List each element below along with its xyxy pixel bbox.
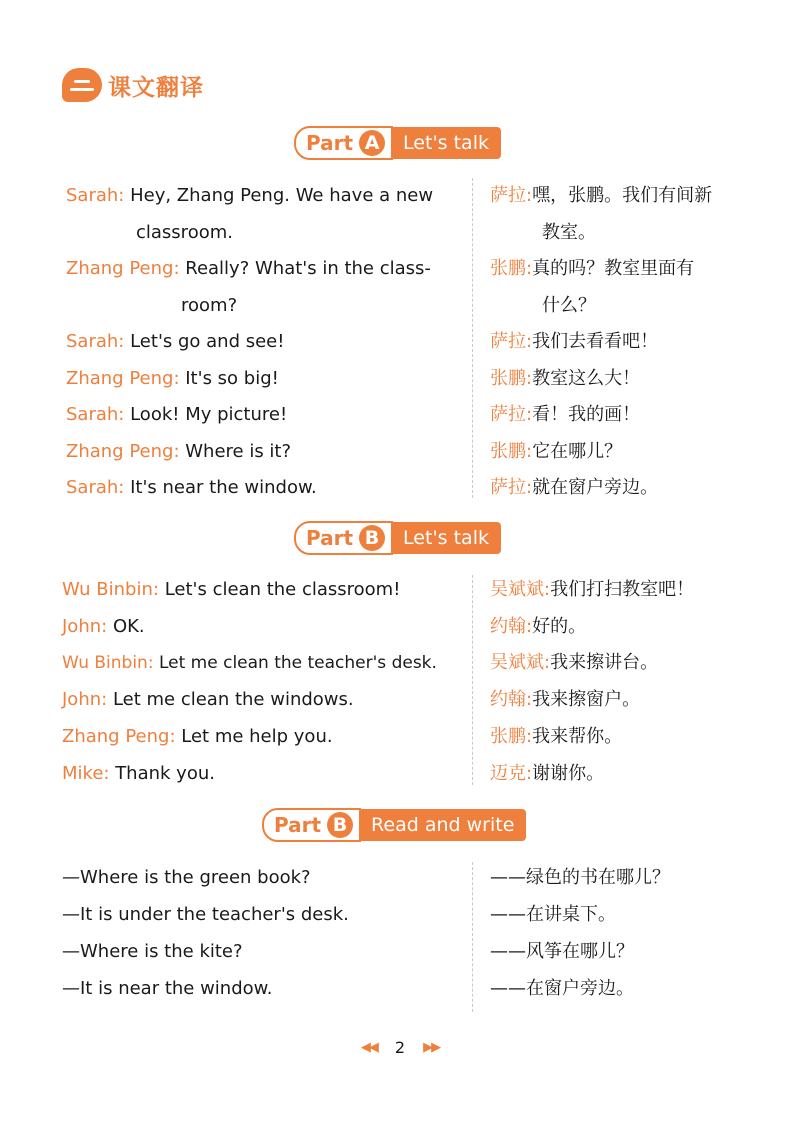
translation-line [490, 651, 658, 675]
heading-badge-icon [62, 68, 102, 102]
page-number: 2 [394, 1038, 406, 1057]
translation-text: 就在窗户旁边。 [532, 477, 659, 498]
speaker-name: 约翰: [490, 616, 533, 637]
translation-text: 教室这么大！ [532, 368, 641, 389]
translation-text: 教室。 [542, 222, 596, 243]
banner-letter: A [359, 130, 385, 156]
speaker-name: Wu Binbin: [62, 653, 154, 673]
reading-line: —Where is the green book? [62, 867, 311, 888]
column-divider [472, 862, 473, 1012]
translation-line [490, 725, 622, 749]
dialogue-text: Let's clean the classroom! [164, 579, 401, 600]
speaker-name: 约翰: [490, 689, 533, 710]
section-banner-b-read [262, 808, 526, 842]
dialogue-line [66, 184, 433, 208]
dialogue-text: Let me help you. [181, 726, 333, 747]
page-title: 课文翻译 [108, 74, 204, 101]
speaker-name: Sarah: [66, 331, 125, 352]
translation-text: 它在哪儿？ [532, 441, 623, 462]
translation-text: 嘿，张鹏。我们有间新 [532, 185, 713, 206]
translation-line [542, 221, 596, 245]
translation-line [490, 476, 658, 500]
reading-translation-line: ——风筝在哪儿？ [490, 941, 634, 962]
banner-part [294, 521, 393, 555]
translation-line [490, 762, 604, 786]
dialogue-text: It's near the window. [130, 477, 317, 498]
translation-text: 我来擦讲台。 [550, 652, 659, 673]
banner-part [262, 808, 361, 842]
translation-line [490, 578, 694, 602]
dialogue-line [62, 725, 333, 749]
dialogue-line [136, 221, 233, 245]
translation-text: 好的。 [532, 616, 587, 637]
translation-line [490, 403, 640, 427]
reading-translation-line: ——在窗户旁边。 [490, 978, 634, 999]
dialogue-line [62, 688, 354, 712]
dialogue-line [181, 294, 237, 318]
speaker-name: 张鹏: [490, 441, 533, 462]
translation-line [490, 367, 640, 391]
dialogue-line [66, 257, 431, 281]
dialogue-line [66, 476, 317, 500]
speaker-name: Sarah: [66, 404, 125, 425]
banner-part [294, 126, 393, 160]
section-banner-a-talk [294, 126, 501, 160]
translation-text: 谢谢你。 [532, 763, 605, 784]
dialogue-text: classroom. [136, 222, 233, 243]
speaker-name: Mike: [62, 763, 110, 784]
dialogue-line [66, 367, 279, 391]
speaker-name: 萨拉: [490, 404, 533, 425]
banner-part-label: Part [306, 526, 354, 550]
translation-line [490, 688, 640, 712]
dialogue-text: Let me clean the windows. [112, 689, 354, 710]
speaker-name: 萨拉: [490, 185, 533, 206]
dialogue-text: room? [181, 295, 238, 316]
prev-arrows-icon: ◀◀ [360, 1040, 377, 1055]
speaker-name: 吴斌斌: [490, 579, 551, 600]
dialogue-text: Hey, Zhang Peng. We have a new [130, 185, 434, 206]
reading-line: —Where is the kite? [62, 941, 243, 962]
dialogue-line [66, 403, 287, 427]
speaker-name: Sarah: [66, 185, 125, 206]
dialogue-text: OK. [112, 616, 145, 637]
speaker-name: 萨拉: [490, 477, 533, 498]
banner-part-label: Part [274, 813, 322, 837]
column-divider [472, 178, 473, 498]
speaker-name: 吴斌斌: [490, 652, 551, 673]
speaker-name: Zhang Peng: [62, 726, 176, 747]
translation-text: 我来帮你。 [532, 726, 623, 747]
translation-text: 我们去看看吧！ [532, 331, 659, 352]
speaker-name: 张鹏: [490, 368, 533, 389]
banner-letter: B [327, 812, 353, 838]
reading-translation-line: ——绿色的书在哪儿？ [490, 867, 670, 888]
reading-translation-line: ——在讲桌下。 [490, 904, 616, 925]
dialogue-line [66, 330, 284, 354]
reading-line: —It is under the teacher's desk. [62, 904, 349, 925]
translation-line [542, 294, 596, 318]
banner-letter: B [359, 525, 385, 551]
dialogue-line [62, 578, 400, 602]
banner-topic: Let's talk [393, 522, 501, 554]
section-banner-b-talk [294, 521, 501, 555]
banner-topic: Read and write [361, 809, 526, 841]
translation-text: 真的吗？教室里面有 [532, 258, 695, 279]
speaker-name: Zhang Peng: [66, 368, 180, 389]
translation-line [490, 257, 694, 281]
dialogue-text: Where is it? [185, 441, 292, 462]
translation-text: 我来擦窗户。 [532, 689, 641, 710]
dialogue-text: Let me clean the teacher's desk. [158, 653, 437, 673]
dialogue-line [66, 440, 291, 464]
dialogue-text: Thank you. [115, 763, 215, 784]
dialogue-line [62, 651, 437, 675]
reading-line: —It is near the window. [62, 978, 273, 999]
translation-line [490, 330, 658, 354]
speaker-name: Wu Binbin: [62, 579, 159, 600]
page-heading [62, 68, 204, 102]
translation-text: 看！我的画！ [532, 404, 641, 425]
speaker-name: 萨拉: [490, 331, 533, 352]
dialogue-line [62, 615, 145, 639]
column-divider [472, 575, 473, 785]
translation-line [490, 440, 622, 464]
speaker-name: John: [62, 689, 108, 710]
translation-text: 什么？ [542, 295, 596, 316]
dialogue-text: It's so big! [185, 368, 279, 389]
dialogue-text: Let's go and see! [130, 331, 285, 352]
speaker-name: Zhang Peng: [66, 258, 180, 279]
dialogue-text: Really? What's in the class- [185, 258, 431, 279]
speaker-name: 张鹏: [490, 258, 533, 279]
dialogue-line [62, 762, 215, 786]
translation-line [490, 615, 586, 639]
speaker-name: 迈克: [490, 763, 533, 784]
translation-line [490, 184, 712, 208]
banner-part-label: Part [306, 131, 354, 155]
translation-text: 我们打扫教室吧！ [550, 579, 695, 600]
banner-topic: Let's talk [393, 127, 501, 159]
speaker-name: John: [62, 616, 108, 637]
next-arrows-icon: ▶▶ [423, 1040, 440, 1055]
speaker-name: 张鹏: [490, 726, 533, 747]
speaker-name: Zhang Peng: [66, 441, 180, 462]
dialogue-text: Look! My picture! [130, 404, 288, 425]
speaker-name: Sarah: [66, 477, 125, 498]
page-footer [0, 1038, 800, 1057]
